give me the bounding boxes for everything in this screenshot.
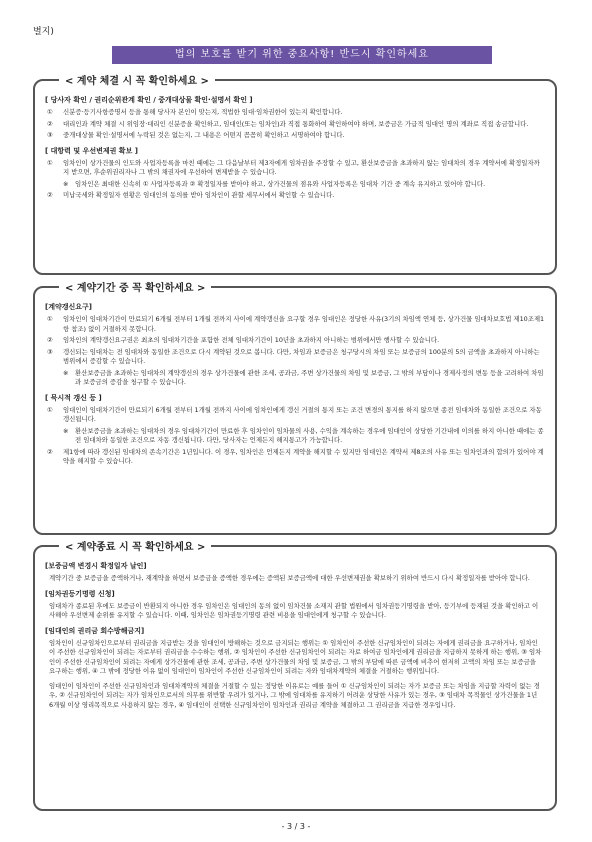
list-item: ① 임대인이 임대차기간이 만료되기 6개월 전부터 1개월 전까지 사이에 임차인에게 갱신 거절의 통지 또는 조건 변경의 통지를 하지 않으면 종전 임대차와 동일한 조건으로 자동 갱신됩니다. <box>47 405 542 423</box>
contract-termination-box <box>33 542 557 811</box>
page-label: 별지) <box>33 27 54 37</box>
section-heading: [ 묵시적 갱신 등 ] <box>45 393 102 402</box>
list-item: ① 임차인이 임대차기간이 만료되기 6개월 전부터 1개월 전까지 사이에 계약갱신을 요구할 경우 임대인은 정당한 사유(3기의 차임액 연체 등, 상가건물 임대차보호법 제10조제1항 참조) 없이 거절하지 못합니다. <box>47 315 545 333</box>
contract-signing-box <box>33 76 557 275</box>
list-item: ① 신분증·등기사항증명서 등을 통해 당사자 본인이 맞는지, 적법한 임대·임차권한이 있는지 확인합니다. <box>47 108 343 116</box>
list-item: ③ 갱신되는 임대차는 전 임대차와 동일한 조건으로 다시 계약된 것으로 봅니다. 다만, 차임과 보증금은 청구당시의 차임 또는 보증금의 100분의 5의 금액을 초과하지 아니하는 범위에서 증감할 수 있습니다. <box>47 347 540 365</box>
box-title: < 계약 체결 시 꼭 확인하세요 > <box>59 72 215 87</box>
list-item: ② 대리인과 계약 체결 시 위임장·대리인 신분증을 확인하고, 임대인(또는 임차인)과 직접 통화하여 확인하여야 하며, 보증금은 가급적 임대인 명의 계좌로 직접 송금합니다. <box>47 119 529 128</box>
note-item: ※ 환산보증금을 초과하는 임대차의 경우 임대차기간이 만료한 후 임차인이 임차물의 사용, 수익을 계속하는 경우에 임대인이 상당한 기간내에 이의를 하지 아니한 때에는 종전 임대차와 동일한 조건으로 자동 갱신됩니다. 다만, 당사자는 언제든지 해지통고가 가능합니다. <box>63 426 544 444</box>
note-item: ※ 환산보증금을 초과하는 임대차의 계약갱신의 경우 상가건물에 관한 조세, 공과금, 주변 상가건물의 차임 및 보증금, 그 밖의 부담이나 경제사정의 변동 등을 고려하여 차임과 보증금의 증감을 청구할 수 있습니다. <box>63 368 544 386</box>
paragraph: 임대차가 종료된 후에도 보증금이 반환되지 아니한 경우 임차인은 임대인의 동의 없이 임차건물 소재지 관할 법원에서 임차권등기명령을 받아, 등기부에 등재된 것을 확인하고 이사해야 우선변제 순위를 유지할 수 있습니다. 이때, 임차인은 임차권등기명령 관련 비용을 임대인에게 청구할 수 있습니다. <box>49 601 539 619</box>
paragraph: 임대인이 임차인이 주선한 신규임차인과 임대차계약의 체결을 거절할 수 있는 정당한 이유로는 예를 들어 ① 신규임차인이 되려는 자가 보증금 또는 차임을 지급할 자력이 없는 경우, ② 신규임차인이 되려는 자가 임차인으로서의 의무를 위반할 우려가 있거나, 그 밖에 임대차를 유지하기 어려운 상당한 사유가 있는 경우, ③ 임대차 목적물인 상가건물을 1년 6개월 이상 영리목적으로 사용하지 않는 경우, ④ 임대인이 선택한 신규임차인이 임차인과 권리금 계약을 체결하고 그 권리금을 지급한 경우입니다. <box>49 681 540 709</box>
section-heading: [보증금액 변경시 확정일자 날인] <box>45 562 147 570</box>
note-item: ※ 임차인은 최대한 신속히 ① 사업자등록과 ② 확정일자를 받아야 하고, 상가건물의 점유와 사업자등록은 임대차 기간 중 계속 유지하고 있어야 합니다. <box>63 179 486 188</box>
list-item: ② 미납국세와 확정일자 현황은 임대인의 동의를 받아 임차인이 관할 세무서에서 확인할 수 있습니다. <box>47 191 335 199</box>
box-title: < 계약종료 시 꼭 확인하세요 > <box>59 538 211 553</box>
list-item: ② 임차인의 계약갱신요구권은 최초의 임대차기간을 포함한 전체 임대차기간이 10년을 초과하지 아니하는 범위에서만 행사할 수 있습니다. <box>47 336 440 344</box>
box-title: < 계약기간 중 꼭 확인하세요 > <box>59 279 211 294</box>
notice-banner: 법의 보호를 받기 위한 중요사항! 반드시 확인하세요 <box>112 46 492 64</box>
page-number: - 3 / 3 - <box>281 822 311 831</box>
section-heading: [계약갱신요구] <box>45 303 92 311</box>
contract-period-box <box>33 283 557 535</box>
list-item: ② 제1항에 따라 갱신된 임대차의 존속기간은 1년입니다. 이 경우, 임차인은 언제든지 계약을 해지할 수 있지만 임대인은 계약서 제8조의 사유 또는 임차인과의 합의가 있어야 계약을 해지할 수 있습니다. <box>47 447 544 465</box>
paragraph: 계약기간 중 보증금을 증액하거나, 재계약을 하면서 보증금을 증액한 경우에는 증액된 보증금액에 대한 우선변제권을 확보하기 위하여 반드시 다시 확정일자를 받아야 합니다. <box>49 574 530 582</box>
section-heading: [임차권등기명령 신청] <box>45 589 115 598</box>
section-heading: [ 당사자 확인 / 권리순위관계 확인 / 중개대상물 확인·설명서 확인 ] <box>45 96 253 104</box>
list-item: ① 임차인이 상가건물의 인도와 사업자등록을 마친 때에는 그 다음날부터 제3자에게 임차권을 주장할 수 있고, 환산보증금을 초과하지 않는 임대차의 경우 계약서에 확정일자까지 받으면, 후순위권리자나 그 밖의 채권자에 우선하여 변제받을 수 있습니다. <box>47 158 540 176</box>
section-heading: [임대인의 권리금 회수방해금지] <box>45 626 145 635</box>
list-item: ③ 중개대상물 확인·설명서에 누락된 것은 없는지, 그 내용은 어떤지 꼼꼼히 확인하고 서명하여야 합니다. <box>47 131 345 139</box>
section-heading: [ 대항력 및 우선변제권 확보 ] <box>45 146 138 155</box>
paragraph: 임차인이 신규임차인으로부터 권리금을 지급받는 것을 임대인이 방해하는 것으로 금지되는 행위는 ① 임차인이 주선한 신규임차인이 되려는 자에게 권리금을 요구하거나, 임차인이 주선한 신규임차인이 되려는 자로부터 권리금을 수수하는 행위, ② 임차인이 주선한 신규임차인이 되려는 자로 하여금 임차인에게 권리금을 지급하지 못하게 하는 행위, ③ 임차인이 주선한 신규임차인이 되려는 자에게 상가건물에 관한 조세, 공과금, 주변 상가건물의 차임 및 보증금, 그 밖의 부담에 따른 금액에 비추어 현저히 고액의 차임 또는 보증금을 요구하는 행위, ④ 그 밖에 정당한 이유 없이 임대인이 임차인이 주선한 신규임차인이 되려는 자와 임대차계약의 체결을 거절하는 행위입니다. <box>49 638 542 675</box>
